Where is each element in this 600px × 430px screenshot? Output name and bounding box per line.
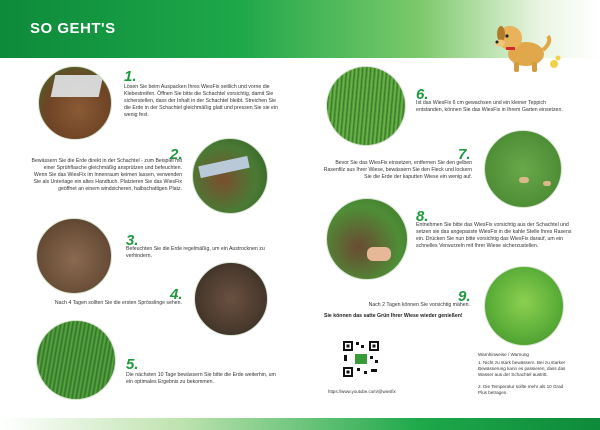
step5-text: Die nächsten 10 Tage bewässern Sie bitte die Erde weiterhin, um ein optimales Ergebnis zu bekommen. [126,372,276,385]
step2-text: Bewässern Sie die Erde direkt in der Schachtel - zum Beispiel mit einer Sprühflasche gleichmäßig ansprützen und befeuchten. Wenn Sie das WiesFix im Innenraum keimen lassen, verwenden Sie als Unterlage ein altes Handtuch. Platzieren Sie das WiesFix geöffnet an einem windsicheren, halbschattigen Platz. [31,158,182,192]
step5-number: 5. [126,356,139,373]
step1-number: 1. [124,68,137,85]
step7-number: 7. [458,146,471,163]
step9-number: 9. [458,288,471,305]
step7-text: Bevor Sie das WiesFix einsetzen, entfernen Sie den gelben Rasenfilz aus Ihrer Wiese, bewässern Sie den Fleck und lockern Sie die Erde der kaputten Wiese ein wenig auf. [323,160,472,180]
step6-number: 6. [416,86,429,103]
step6-photo [326,66,406,146]
qr-code-icon[interactable] [342,340,380,378]
step8-text: Entnehmen Sie bitte das WiesFix vorsichtig aus der Schachtel und setzen sie das angepasste WiesFix in die kahle Stelle Ihres Rasens ein. Drücken Sie nun bitte vorsichtig das WiesFix darauf, um ein schnelles Verwurzeln mit Ihrer Wiese sicherzustellen. [416,222,572,249]
step9-text: Nach 2 Tagen können Sie vorsichtig mähen. [368,302,470,308]
warning-title: Warnhinweise / Warnung [478,352,529,357]
step1-photo [38,66,112,140]
youtube-url[interactable]: https://www.youtube.com/@wiesfix [328,389,396,394]
step3-text: Befeuchten Sie die Erde regelmäßig, um ein Austrocknen zu verhindern. [126,246,265,259]
step9-photo [484,266,564,346]
warning-line-2: 2. Die Temperatur sollte mehr als 10 Grad Plus betragen. [478,384,564,395]
footer-banner [0,418,600,430]
step4-number: 4. [170,286,183,303]
page-title: SO GEHT'S [30,20,116,37]
step6-text: Ist das WiesFix 6 cm gewachsen und ein kleiner Teppich entstanden, können Sie das WiesFix in Ihrem Garten einsetzen. [416,100,563,113]
step2-number: 2. [170,146,183,163]
step8-number: 8. [416,208,429,225]
final-note: Sie können das satte Grün Ihrer Wiese wieder genießen! [324,313,463,319]
step7-photo [484,130,562,208]
step4-photo [194,262,268,336]
dog-mascot-icon [488,14,564,76]
step2-photo [192,138,268,214]
step5-photo [36,320,116,400]
step4-text: Nach 4 Tagen sollten Sie die ersten Sprösslinge sehen. [54,300,182,306]
step3-number: 3. [126,232,139,249]
step8-photo [326,198,408,280]
step3-photo [36,218,112,294]
warning-line-1: 1. Nicht zu stark bewässern. Bei zu starker Bewässerung kann es passieren, dass das Wasser aus der Schachtel austritt. [478,360,566,377]
step1-text: Lösen Sie beim Auspacken Ihres WiesFix seitlich und vorne die Klebestreifen. Öffnen Sie bitte die Schachtel vorsichtig, damit Sie sicherstellen, dass der Inhalt in der Schachtel bleibt. Streichen Sie die Erde in der Schachtel gleichmäßig glatt und pressen Sie sie ein wenig fest. [124,84,278,118]
